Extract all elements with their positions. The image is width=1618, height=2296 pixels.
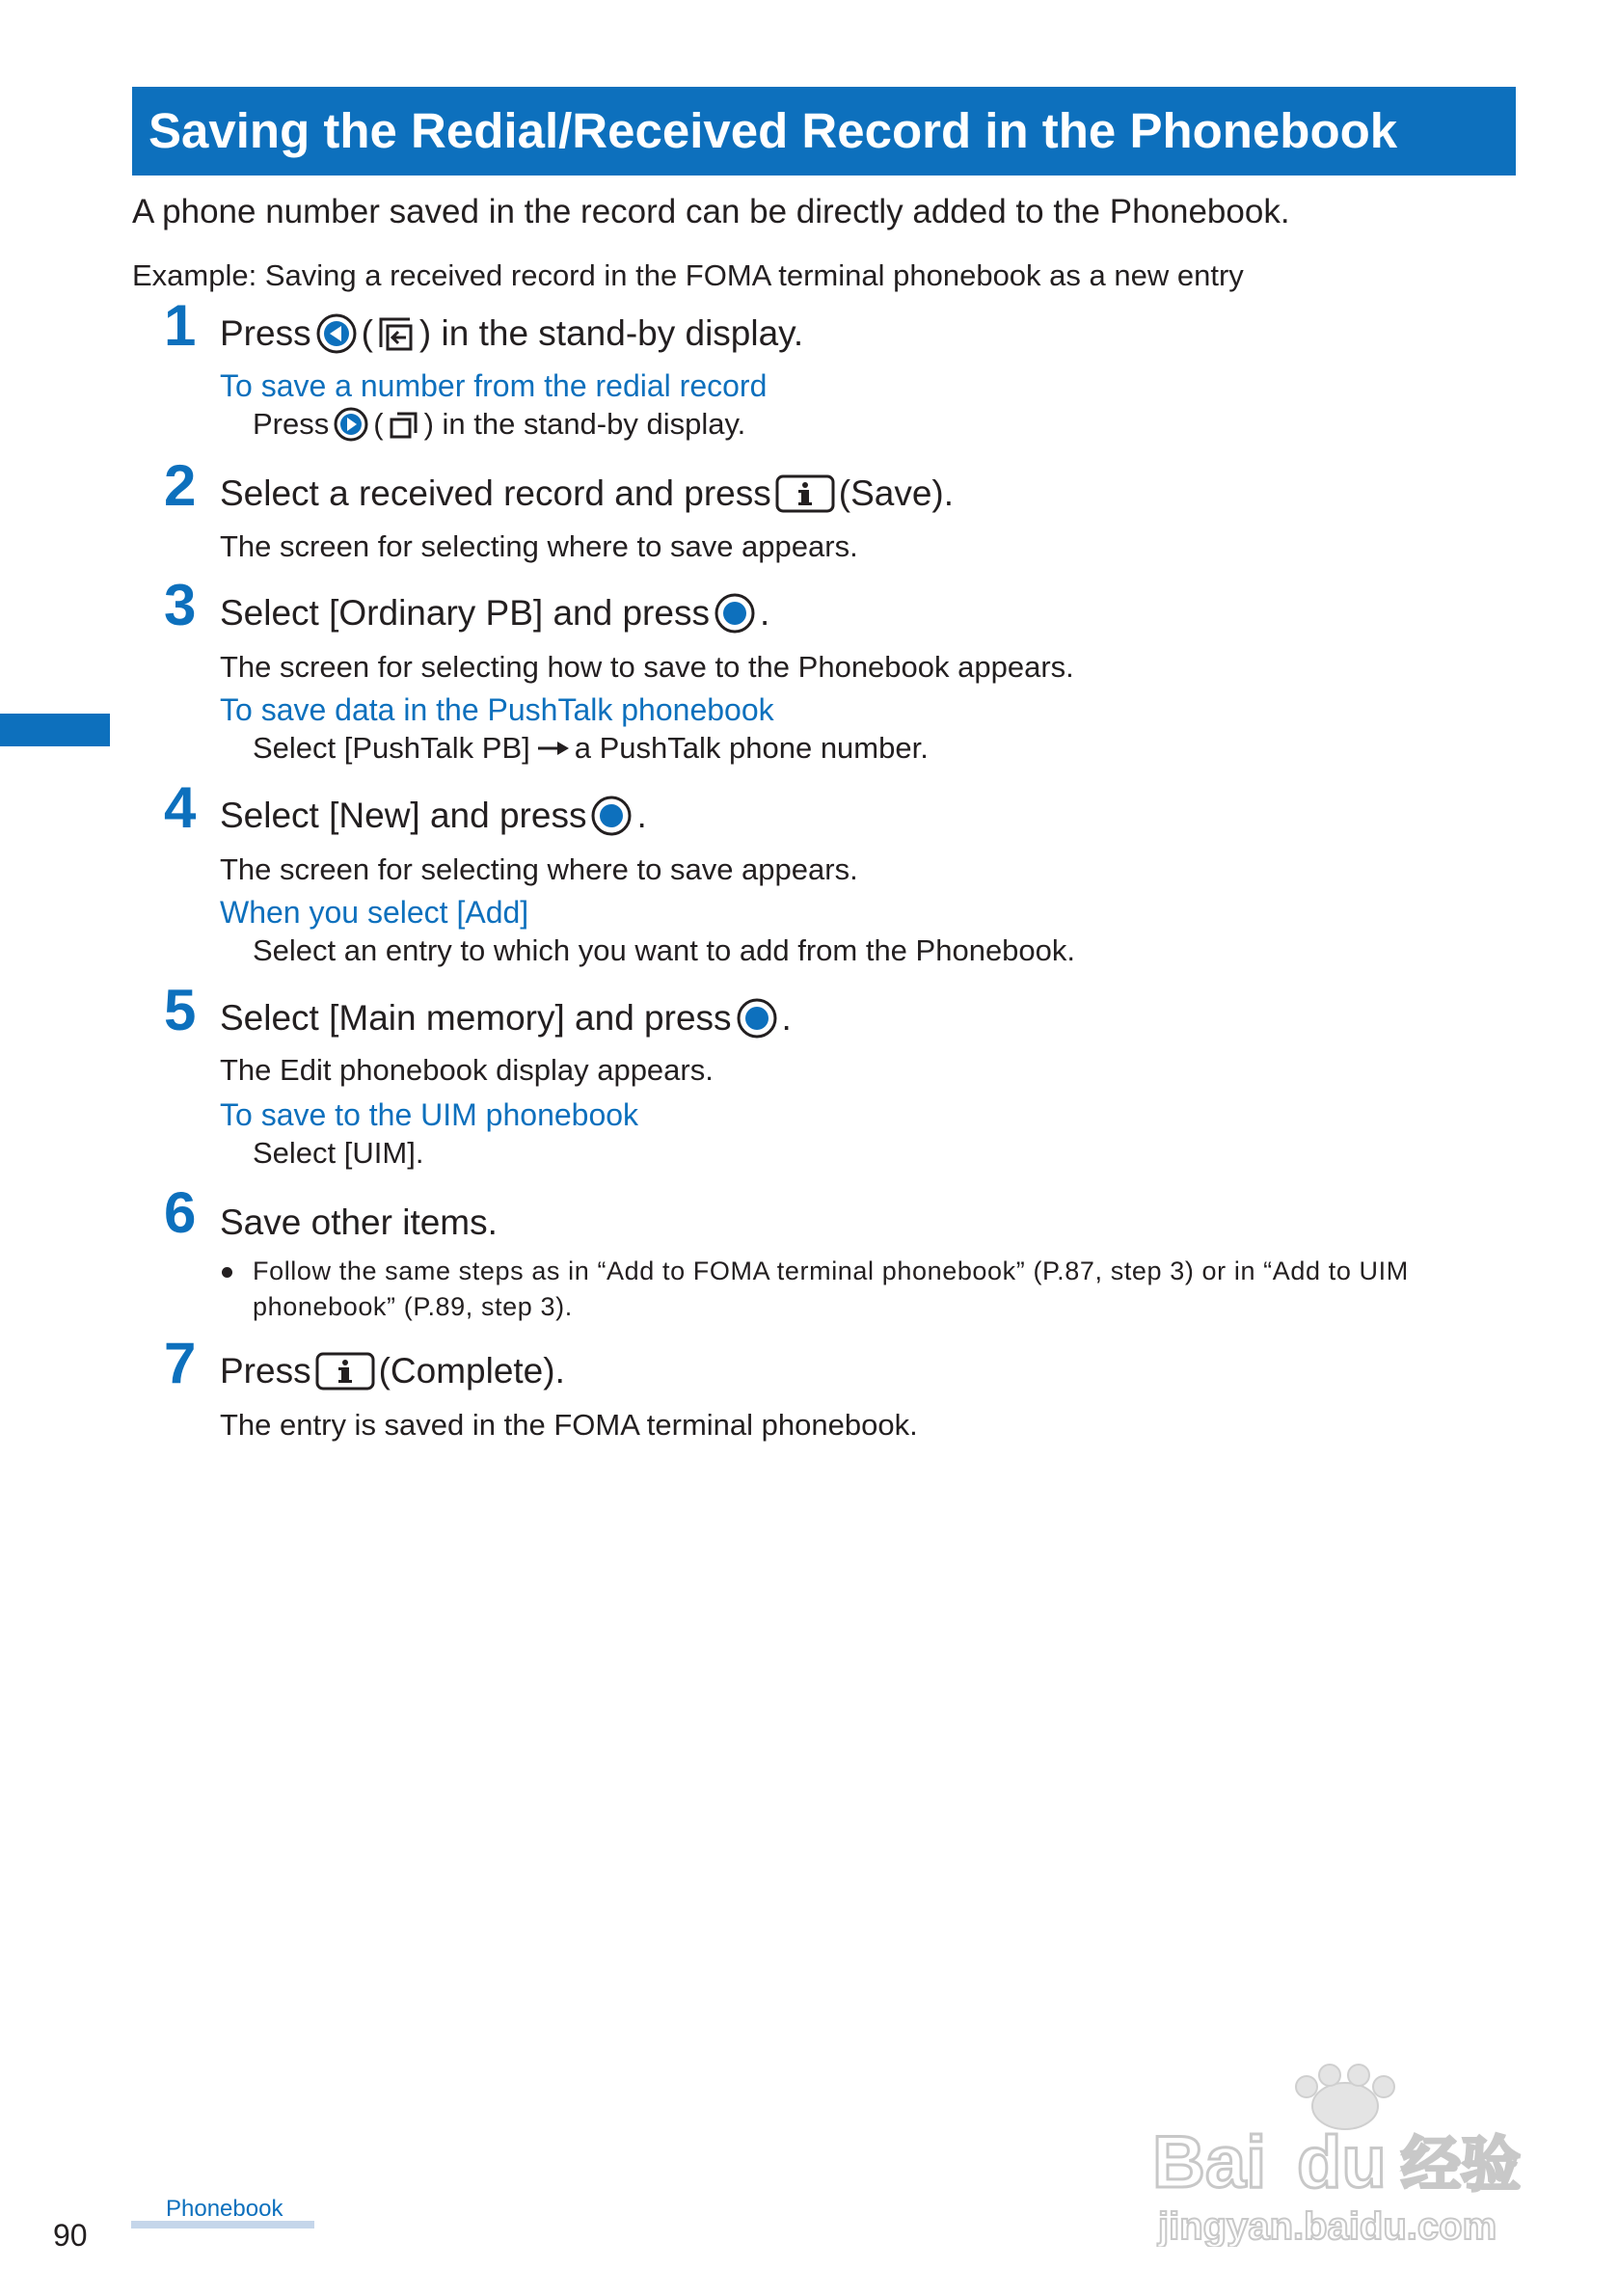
enter-key-icon bbox=[590, 795, 633, 837]
step-body: The Edit phonebook display appears. bbox=[220, 1053, 714, 1087]
step-number: 2 bbox=[164, 453, 197, 518]
step-number: 6 bbox=[164, 1180, 197, 1245]
bullet-text: Follow the same steps as in “Add to FOMA terminal phonebook” (P.87, step 3) or in “Add to UIM phonebook” (P.89, step 3). bbox=[253, 1256, 1409, 1321]
step-text: Select [New] and press bbox=[220, 796, 587, 835]
left-key-icon bbox=[315, 312, 358, 355]
bullet-dot bbox=[222, 1267, 232, 1278]
step-number: 7 bbox=[164, 1331, 197, 1395]
redial-icon bbox=[388, 408, 420, 441]
step-number: 4 bbox=[164, 775, 197, 840]
svg-text:du: du bbox=[1297, 2121, 1387, 2203]
sub-text: in the stand-by display. bbox=[442, 407, 746, 441]
svg-text:经验: 经验 bbox=[1401, 2132, 1522, 2199]
step-heading bbox=[220, 311, 803, 357]
sub-heading: To save to the UIM phonebook bbox=[220, 1097, 639, 1132]
step-body: The screen for selecting where to save appears. bbox=[220, 852, 858, 886]
step-body: The screen for selecting where to save appears. bbox=[220, 529, 858, 563]
step-heading bbox=[220, 995, 792, 1041]
received-calls-icon bbox=[377, 314, 416, 353]
sub-body bbox=[253, 405, 745, 444]
paren-close: ) bbox=[423, 407, 443, 441]
step-heading bbox=[220, 1348, 565, 1394]
sub-heading: When you select [Add] bbox=[220, 895, 529, 930]
step-text: . bbox=[759, 593, 770, 633]
footer-section-label: Phonebook bbox=[166, 2196, 283, 2222]
step-heading bbox=[220, 1200, 498, 1246]
i-mode-key-icon bbox=[775, 474, 835, 513]
sub-text: Select an entry to which you want to add from the Phonebook. bbox=[253, 933, 1076, 967]
bullet-item bbox=[220, 1254, 1516, 1325]
sub-heading: To save a number from the redial record bbox=[220, 368, 768, 403]
step-number: 3 bbox=[164, 573, 197, 637]
step-body: The entry is saved in the FOMA terminal phonebook. bbox=[220, 1408, 918, 1442]
step-text: (Save). bbox=[838, 473, 955, 513]
step-text: Select [Main memory] and press bbox=[220, 998, 732, 1038]
paren-open: ( bbox=[361, 313, 373, 353]
step-text: in the stand-by display. bbox=[441, 313, 804, 353]
sub-text: Select [UIM]. bbox=[253, 1136, 424, 1170]
paren-close: ) bbox=[418, 313, 442, 353]
enter-key-icon bbox=[736, 997, 778, 1040]
step-text: Press bbox=[220, 1351, 311, 1391]
enter-key-icon bbox=[714, 592, 756, 635]
svg-text:jingyan.baidu.com: jingyan.baidu.com bbox=[1158, 2205, 1497, 2247]
i-mode-key-icon bbox=[315, 1352, 375, 1391]
right-key-icon bbox=[333, 406, 369, 443]
sub-body bbox=[253, 729, 929, 768]
step-text: Save other items. bbox=[220, 1202, 498, 1242]
step-text: . bbox=[781, 998, 792, 1038]
sub-text: a PushTalk phone number. bbox=[574, 731, 929, 765]
step-number: 5 bbox=[164, 978, 197, 1042]
intro-text: A phone number saved in the record can be directly added to the Phonebook. bbox=[132, 193, 1290, 230]
sub-text: Select [PushTalk PB] bbox=[253, 731, 530, 765]
section-tab bbox=[0, 714, 110, 746]
sub-body bbox=[253, 1134, 423, 1173]
svg-text:Bai: Bai bbox=[1152, 2121, 1267, 2203]
arrow-right-icon bbox=[534, 739, 571, 758]
example-text: Example: Saving a received record in the FOMA terminal phonebook as a new entry bbox=[132, 258, 1244, 292]
sub-text: Press bbox=[253, 407, 330, 441]
sub-body bbox=[253, 932, 1075, 970]
sub-heading: To save data in the PushTalk phonebook bbox=[220, 692, 774, 727]
step-text: . bbox=[636, 796, 647, 835]
baidu-watermark-logo bbox=[1152, 2064, 1538, 2247]
page-title: Saving the Redial/Received Record in the Phonebook bbox=[132, 87, 1516, 176]
step-number: 1 bbox=[164, 293, 197, 358]
step-text: Select [Ordinary PB] and press bbox=[220, 593, 710, 633]
paren-open: ( bbox=[373, 407, 384, 441]
step-body: The screen for selecting how to save to the Phonebook appears. bbox=[220, 650, 1074, 684]
step-heading bbox=[220, 793, 647, 839]
step-text: (Complete). bbox=[378, 1351, 565, 1391]
step-heading bbox=[220, 471, 954, 517]
page-number: 90 bbox=[53, 2218, 88, 2253]
step-text: Press bbox=[220, 313, 311, 353]
step-heading bbox=[220, 590, 769, 636]
step-text: Select a received record and press bbox=[220, 473, 771, 513]
